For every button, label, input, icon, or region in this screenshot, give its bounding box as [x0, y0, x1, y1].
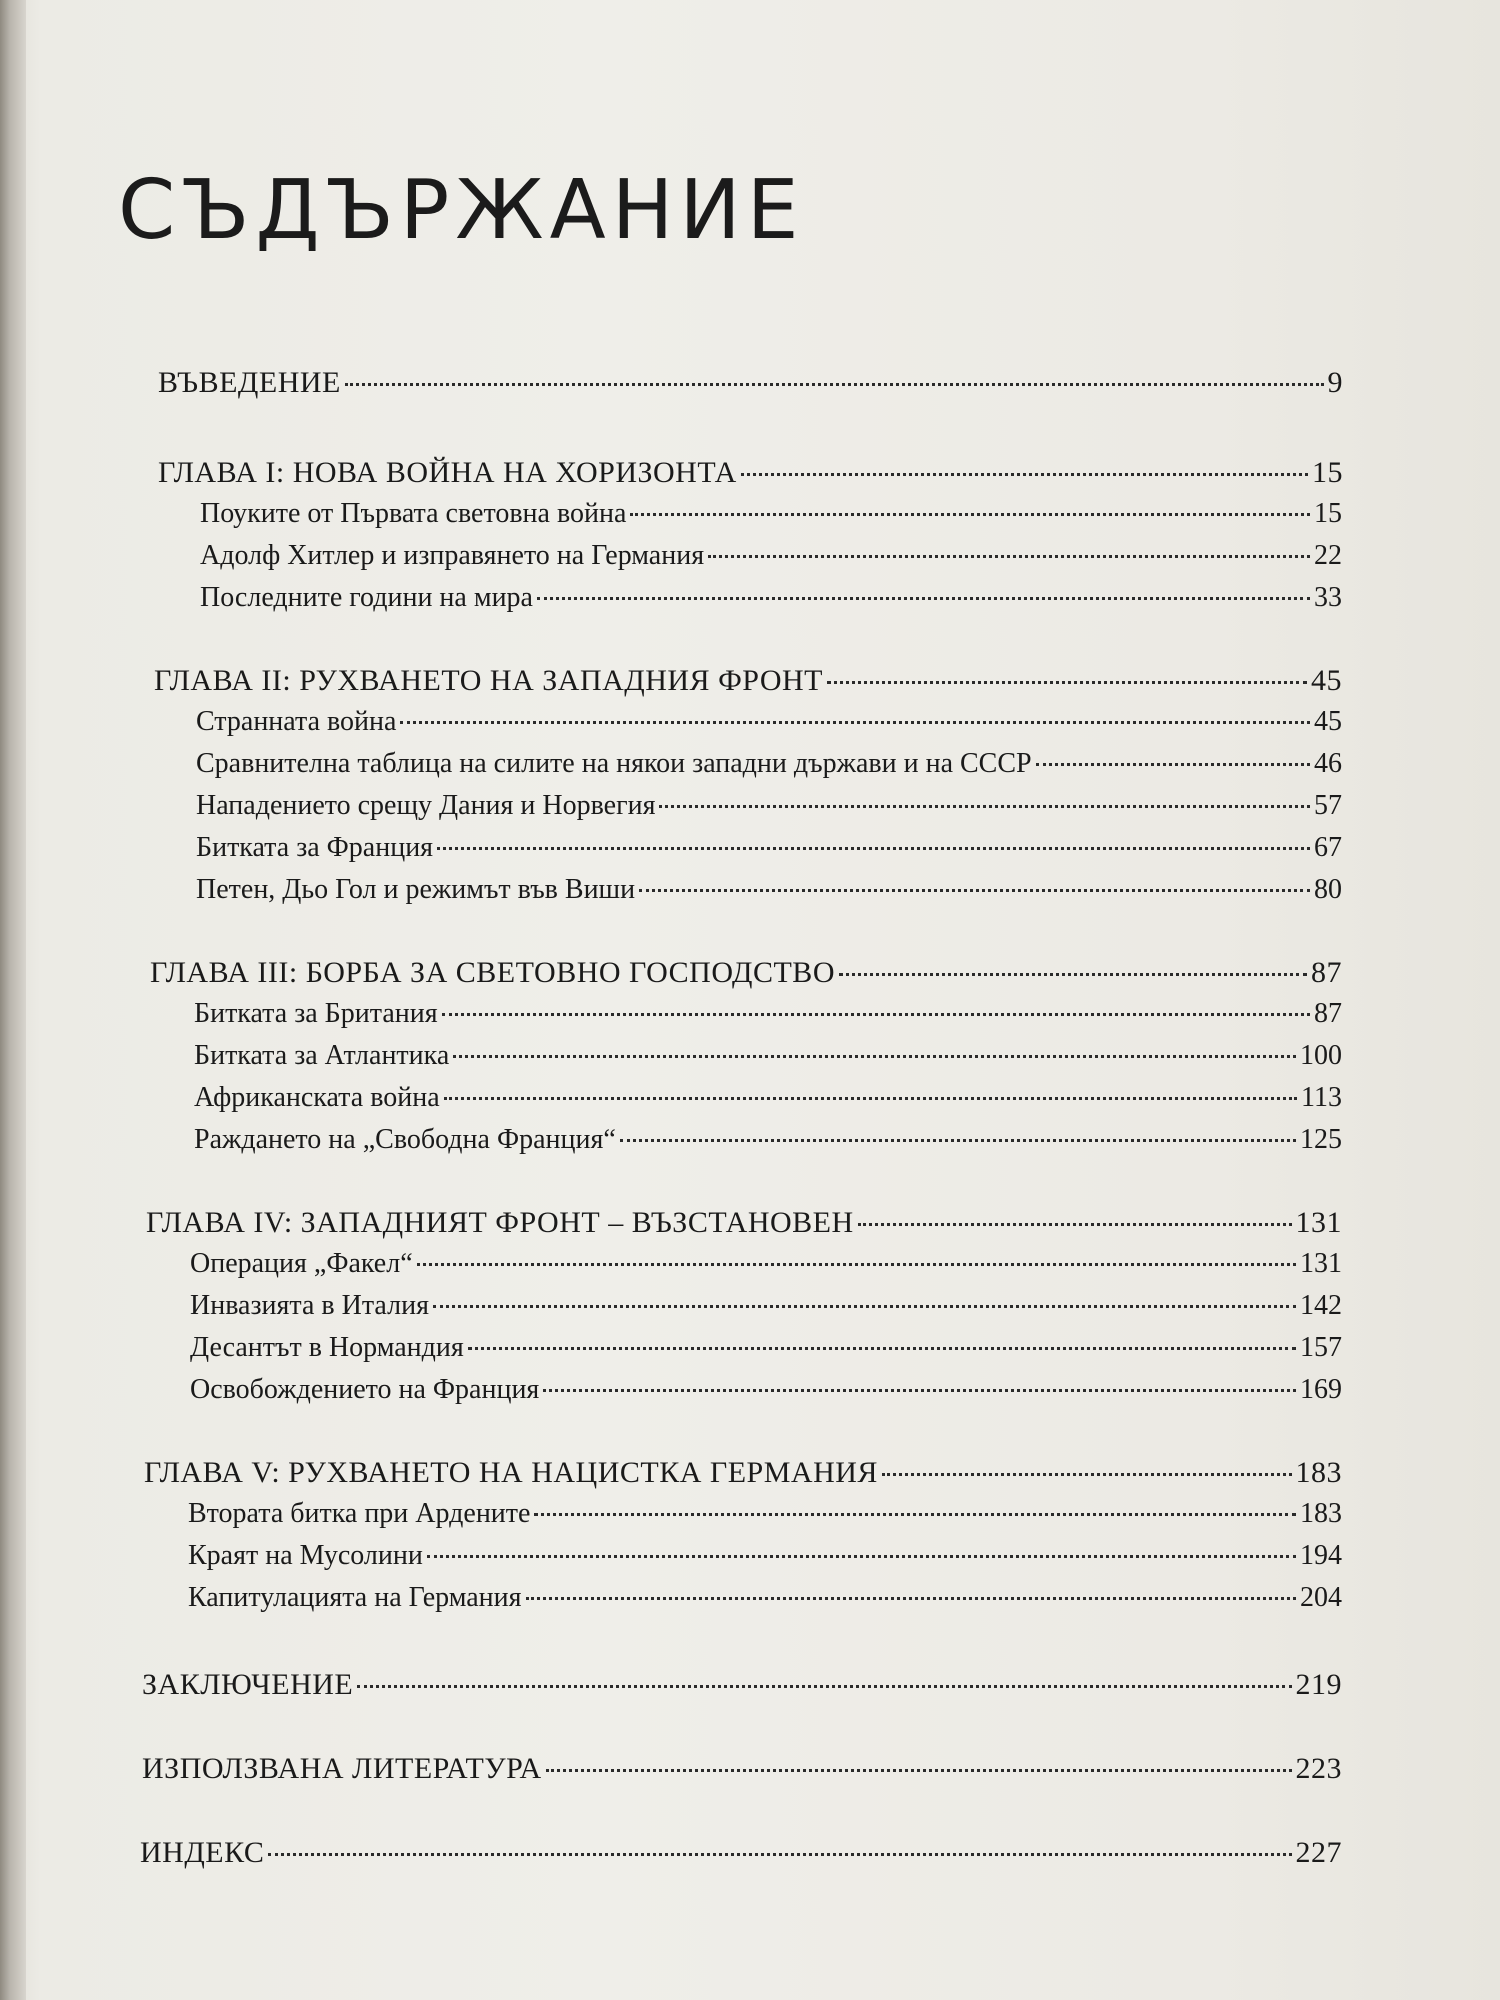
toc-entry-section	[200, 540, 1342, 580]
toc-entry-label: Последните години на мира	[200, 582, 533, 613]
toc-entry-label: ГЛАВА V: РУХВАНЕТО НА НАЦИСТКА ГЕРМАНИЯ	[144, 1456, 878, 1489]
toc-entry-bibliography	[142, 1752, 1342, 1792]
toc-entry-page: 131	[1300, 1248, 1342, 1279]
toc-entry-label: Битката за Атлантика	[194, 1040, 450, 1071]
dot-leader	[534, 1513, 1296, 1516]
dot-leader	[1036, 763, 1310, 766]
toc-entry-section	[200, 498, 1342, 538]
toc-entry-label: Сравнителна таблица на силите на някои западни държави и на СССР	[196, 748, 1032, 779]
dot-leader	[546, 1769, 1292, 1772]
toc-entry-section	[196, 706, 1342, 746]
toc-entry-page: 100	[1300, 1040, 1342, 1071]
toc-entry-section	[194, 1082, 1342, 1122]
toc-entry-page: 157	[1300, 1332, 1342, 1363]
toc-entry-index	[140, 1836, 1342, 1876]
toc-entry-label: Петен, Дьо Гол и режимът във Виши	[196, 874, 636, 905]
toc-entry-label: Поуките от Първата световна война	[200, 498, 627, 529]
toc-entry-label: Освобождението на Франция	[190, 1374, 540, 1405]
toc-entry-section	[196, 874, 1342, 914]
dot-leader	[741, 473, 1308, 476]
toc-entry-section	[200, 582, 1342, 622]
toc-entry-chapter-5	[144, 1456, 1342, 1496]
toc-entry-page: 67	[1314, 832, 1342, 863]
toc-entry-page: 15	[1312, 456, 1343, 489]
toc-entry-label: ГЛАВА III: БОРБА ЗА СВЕТОВНО ГОСПОДСТВО	[150, 956, 835, 989]
toc-entry-section	[194, 1040, 1342, 1080]
dot-leader	[417, 1263, 1296, 1266]
toc-entry-page: 113	[1301, 1082, 1342, 1113]
toc-entry-label: Нападението срещу Дания и Норвегия	[196, 790, 656, 821]
toc-entry-introduction	[158, 366, 1343, 406]
toc-entry-conclusion	[142, 1668, 1342, 1708]
toc-entry-label: ИНДЕКС	[140, 1836, 265, 1869]
dot-leader	[433, 1305, 1296, 1308]
toc-entry-label: Операция „Факел“	[190, 1248, 413, 1279]
toc-entry-chapter-4	[146, 1206, 1342, 1246]
toc-entry-section	[188, 1582, 1342, 1622]
toc-entry-section	[194, 998, 1342, 1038]
dot-leader	[543, 1389, 1296, 1392]
toc-entry-page: 45	[1314, 706, 1342, 737]
toc-entry-page: 15	[1314, 498, 1342, 529]
toc-entry-section	[188, 1540, 1342, 1580]
toc-entry-section	[196, 832, 1342, 872]
toc-entry-section	[190, 1332, 1342, 1372]
toc-entry-page: 87	[1311, 956, 1342, 989]
toc-entry-page: 57	[1314, 790, 1342, 821]
toc-entry-page: 169	[1300, 1374, 1342, 1405]
toc-entry-label: Странната война	[196, 706, 397, 737]
toc-entry-label: ЗАКЛЮЧЕНИЕ	[142, 1668, 354, 1701]
dot-leader	[427, 1555, 1296, 1558]
dot-leader	[827, 681, 1307, 684]
dot-leader	[620, 1139, 1296, 1142]
toc-entry-chapter-1	[158, 456, 1343, 496]
toc-entry-page: 142	[1300, 1290, 1342, 1321]
toc-entry-label: Африканската война	[194, 1082, 440, 1113]
toc-entry-label: ГЛАВА II: РУХВАНЕТО НА ЗАПАДНИЯ ФРОНТ	[154, 664, 823, 697]
toc-entry-section	[196, 790, 1342, 830]
toc-entry-page: 9	[1327, 366, 1343, 399]
dot-leader	[526, 1597, 1297, 1600]
toc-entry-label: Адолф Хитлер и изправянето на Германия	[200, 540, 705, 571]
dot-leader	[839, 973, 1307, 976]
dot-leader	[639, 889, 1310, 892]
toc-entry-label: Инвазията в Италия	[190, 1290, 429, 1321]
toc-entry-section	[190, 1248, 1342, 1288]
toc-entry-label: ИЗПОЛЗВАНА ЛИТЕРАТУРА	[142, 1752, 542, 1785]
toc-entry-label: ГЛАВА I: НОВА ВОЙНА НА ХОРИЗОНТА	[158, 456, 737, 489]
toc-entry-page: 80	[1314, 874, 1342, 905]
toc-entry-label: Битката за Франция	[196, 832, 434, 863]
toc-entry-label: ГЛАВА IV: ЗАПАДНИЯТ ФРОНТ – ВЪЗСТАНОВЕН	[146, 1206, 854, 1239]
toc-entry-chapter-3	[150, 956, 1342, 996]
dot-leader	[858, 1223, 1292, 1226]
dot-leader	[345, 383, 1324, 386]
toc-entry-label: Втората битка при Ардените	[188, 1498, 531, 1529]
toc-entry-page: 45	[1311, 664, 1342, 697]
toc-entry-label: Десантът в Нормандия	[190, 1332, 464, 1363]
toc-entry-label: Битката за Британия	[194, 998, 438, 1029]
toc-entry-chapter-2	[154, 664, 1342, 704]
toc-entry-page: 227	[1295, 1836, 1342, 1869]
toc-entry-page: 22	[1314, 540, 1342, 571]
toc-entry-section	[188, 1498, 1342, 1538]
toc-entry-section	[190, 1290, 1342, 1330]
toc-entry-page: 223	[1295, 1752, 1342, 1785]
page-title: СЪДЪРЖАНИЕ	[118, 163, 805, 258]
dot-leader	[630, 513, 1310, 516]
toc-entry-page: 125	[1300, 1124, 1342, 1155]
toc-entry-label: ВЪВЕДЕНИЕ	[158, 366, 341, 399]
dot-leader	[453, 1055, 1296, 1058]
toc-entry-page: 194	[1300, 1540, 1342, 1571]
dot-leader	[708, 555, 1310, 558]
toc-entry-page: 131	[1295, 1206, 1342, 1239]
toc-entry-page: 183	[1295, 1456, 1342, 1489]
dot-leader	[882, 1473, 1292, 1476]
toc-entry-section	[196, 748, 1342, 788]
toc-entry-label: Капитулацията на Германия	[188, 1582, 522, 1613]
dot-leader	[537, 597, 1310, 600]
toc-entry-page: 33	[1314, 582, 1342, 613]
dot-leader	[400, 721, 1310, 724]
dot-leader	[442, 1013, 1310, 1016]
dot-leader	[468, 1347, 1296, 1350]
toc-entry-label: Раждането на „Свободна Франция“	[194, 1124, 616, 1155]
dot-leader	[268, 1853, 1291, 1856]
toc-entry-page: 204	[1300, 1582, 1342, 1613]
toc-entry-page: 46	[1314, 748, 1342, 779]
toc-entry-section	[194, 1124, 1342, 1164]
toc-entry-section	[190, 1374, 1342, 1414]
toc-entry-page: 183	[1300, 1498, 1342, 1529]
dot-leader	[437, 847, 1310, 850]
toc-entry-page: 219	[1295, 1668, 1342, 1701]
dot-leader	[357, 1685, 1291, 1688]
dot-leader	[659, 805, 1310, 808]
dot-leader	[444, 1097, 1297, 1100]
toc-entry-label: Краят на Мусолини	[188, 1540, 423, 1571]
toc-entry-page: 87	[1314, 998, 1342, 1029]
